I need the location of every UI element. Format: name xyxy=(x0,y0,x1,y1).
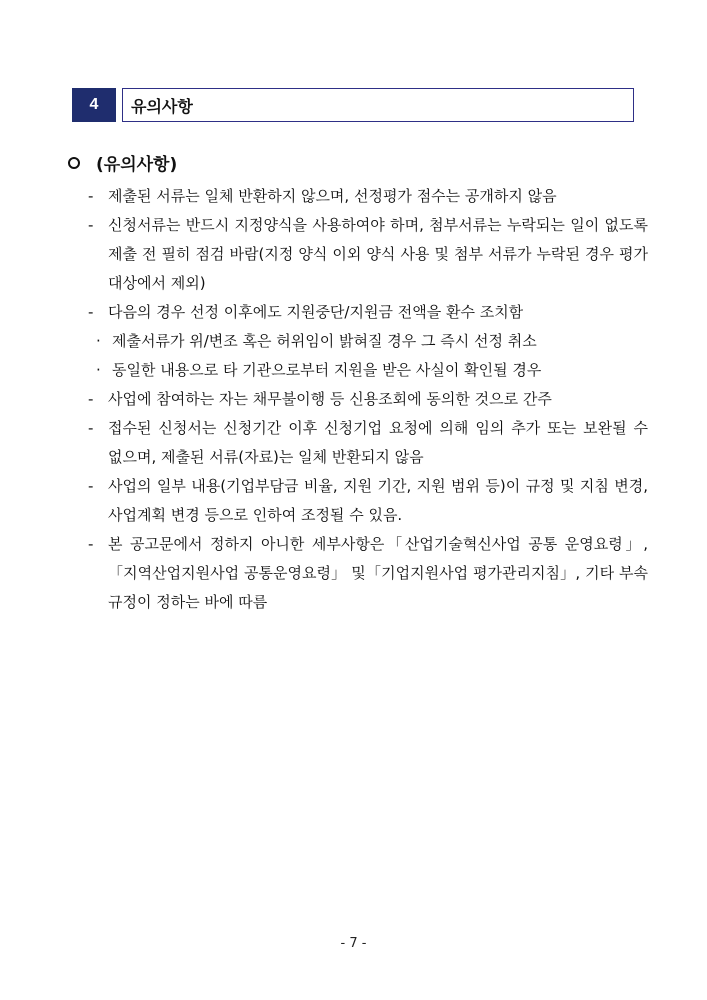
dash-marker: - xyxy=(88,419,94,437)
list-item xyxy=(88,530,648,617)
list-item xyxy=(88,298,648,327)
list-item xyxy=(88,211,648,298)
dash-marker: - xyxy=(88,303,94,321)
list-item-text: 제출된 서류는 일체 반환하지 않으며, 선정평가 점수는 공개하지 않음 xyxy=(108,187,557,205)
dot-marker: · xyxy=(96,332,101,350)
list-item xyxy=(88,182,648,211)
list-item xyxy=(88,385,648,414)
dot-marker: · xyxy=(96,361,101,379)
dash-marker: - xyxy=(88,187,94,205)
list-item-text: 본 공고문에서 정하지 아니한 세부사항은「산업기술혁신사업 공통 운영요령」,「지역산업지원사업 공통운영요령」 및「기업지원사업 평가관리지침」, 기타 부속 규정이 정하는 바에 따름 xyxy=(108,535,648,611)
sub-list-item-text: 제출서류가 위/변조 혹은 허위임이 밝혀질 경우 그 즉시 선정 취소 xyxy=(112,332,537,350)
dash-marker: - xyxy=(88,216,94,234)
subheading xyxy=(66,150,177,175)
notice-list xyxy=(88,182,648,617)
page-number: - 7 - xyxy=(340,936,367,951)
subheading-text: (유의사항) xyxy=(96,155,178,175)
list-item-text: 사업에 참여하는 자는 채무불이행 등 신용조회에 동의한 것으로 간주 xyxy=(108,390,552,408)
dash-marker: - xyxy=(88,390,94,408)
section-number: 4 xyxy=(72,88,116,122)
list-item-text: 사업의 일부 내용(기업부담금 비율, 지원 기간, 지원 범위 등)이 규정 및 지침 변경, 사업계획 변경 등으로 인하여 조정될 수 있음. xyxy=(108,477,648,524)
list-item xyxy=(88,414,648,472)
dash-marker: - xyxy=(88,477,94,495)
list-item-text: 접수된 신청서는 신청기간 이후 신청기업 요청에 의해 임의 추가 또는 보완될 수 없으며, 제출된 서류(자료)는 일체 반환되지 않음 xyxy=(108,419,648,466)
list-item-text: 다음의 경우 선정 이후에도 지원중단/지원금 전액을 환수 조치함 xyxy=(108,303,524,321)
section-header xyxy=(72,88,634,122)
dash-marker: - xyxy=(88,535,94,553)
sub-list-item xyxy=(88,327,648,356)
list-item xyxy=(88,472,648,530)
sub-list-item xyxy=(88,356,648,385)
sub-list-item-text: 동일한 내용으로 타 기관으로부터 지원을 받은 사실이 확인될 경우 xyxy=(112,361,542,379)
list-item-text: 신청서류는 반드시 지정양식을 사용하여야 하며, 첨부서류는 누락되는 일이 없도록 제출 전 필히 점검 바람(지정 양식 이외 양식 사용 및 첨부 서류가 누락된 경우 평가 대상에서 제외) xyxy=(108,216,648,292)
section-title: 유의사항 xyxy=(122,88,634,122)
circle-bullet-icon xyxy=(68,157,80,169)
